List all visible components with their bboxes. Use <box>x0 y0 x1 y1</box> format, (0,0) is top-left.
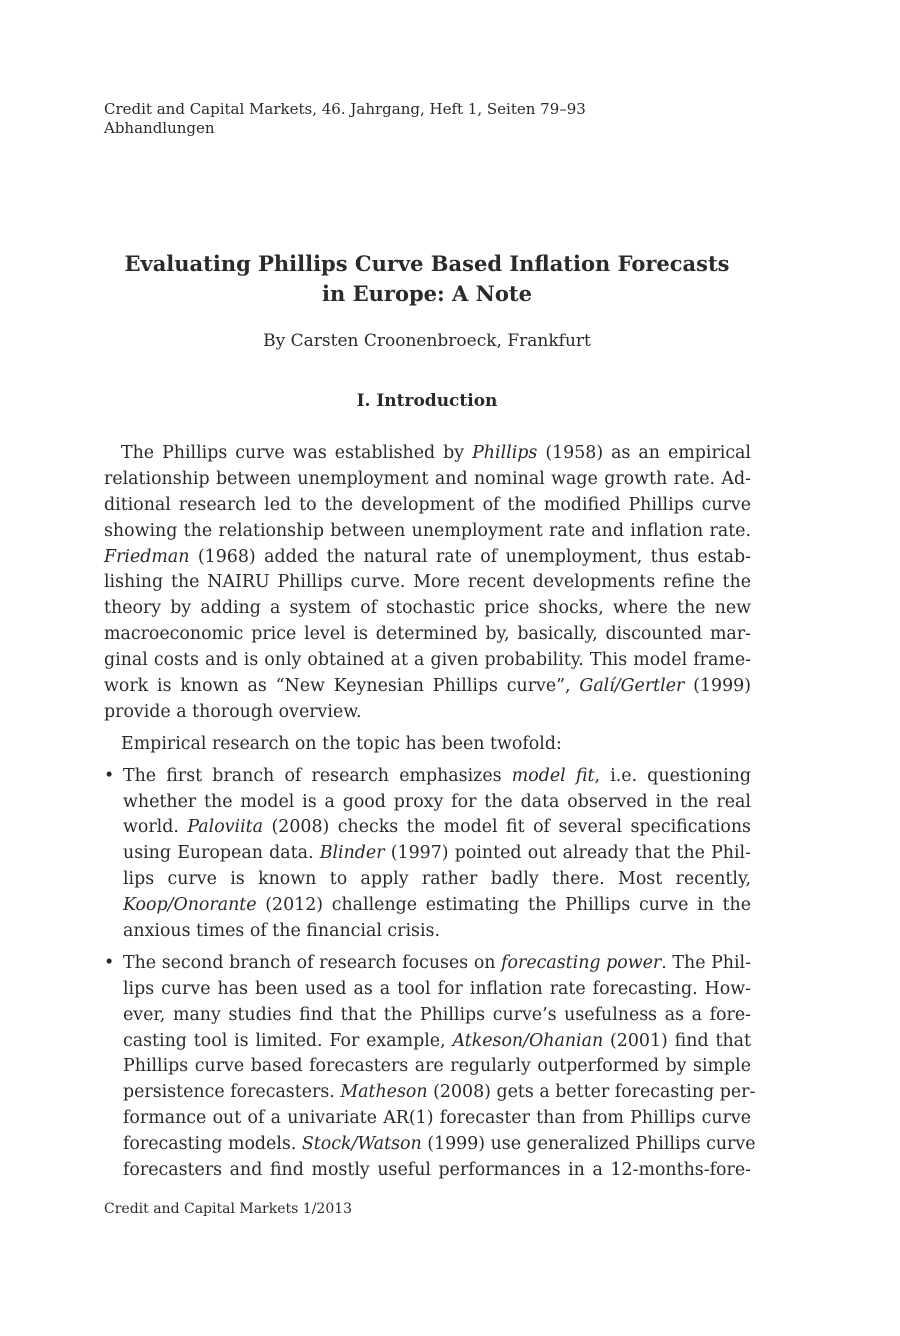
bullet-line: lips curve is known to apply rather badly there. Most recently, <box>123 869 751 890</box>
paragraph-1-line: The Phillips curve was established by Phillips (1958) as an empirical <box>121 443 751 463</box>
bullet-line: lips curve has been used as a tool for inflation rate forecasting. How- <box>123 978 751 999</box>
article-category: Abhandlungen <box>104 119 215 137</box>
section-heading: I. Introduction <box>356 391 498 411</box>
citation: Phillips <box>472 443 538 463</box>
paragraph-1-line: Friedman (1968) added the natural rate of unemployment, thus estab- <box>104 546 751 567</box>
paragraph-1-line: ginal costs and is only obtained at a given probability. This model frame- <box>104 650 751 671</box>
paragraph-1-line: lishing the NAIRU Phillips curve. More recent developments refine the <box>104 572 751 593</box>
citation: Friedman <box>104 546 190 567</box>
citation: Galí/Gertler <box>579 676 685 697</box>
bullet-item-1: • The first branch of research emphasizes model fit, i.e. questioning <box>104 764 751 790</box>
bullet-line: Koop/Onorante (2012) challenge estimating the Phillips curve in the <box>123 895 751 916</box>
paragraph-1-line: ditional research led to the development of the modified Phillips curve <box>104 494 751 515</box>
paragraph-1-line: macroeconomic price level is determined by, basically, discounted mar- <box>104 624 751 645</box>
paragraph-1-line: relationship between unemployment and nominal wage growth rate. Ad- <box>104 468 751 489</box>
bullet-icon: • <box>104 765 115 786</box>
bullet-line: anxious times of the financial crisis. <box>123 921 440 942</box>
citation: Atkeson/Ohanian <box>452 1030 604 1051</box>
paragraph-1-line: theory by adding a system of stochastic price shocks, where the new <box>104 598 751 619</box>
emphasis: forecasting power <box>501 952 662 973</box>
title-line-1: Evaluating Phillips Curve Based Inflation Forecasts <box>124 251 730 276</box>
page-footer: Credit and Capital Markets 1/2013 <box>104 1201 353 1217</box>
journal-citation: Credit and Capital Markets, 46. Jahrgang, Heft 1, Seiten 79–93 <box>104 100 586 118</box>
citation: Koop/Onorante <box>123 895 257 916</box>
paragraph-1-line: provide a thorough overview. <box>104 701 362 722</box>
bullet-line: whether the model is a good proxy for the data observed in the real <box>123 791 751 812</box>
paragraph-1-line: work is known as “New Keynesian Phillips curve”, Galí/Gertler (1999) <box>104 676 751 697</box>
bullet-item-2: • The second branch of research focuses on forecasting power. The Phil- <box>104 951 751 977</box>
running-header <box>104 100 586 138</box>
bullet-line: persistence forecasters. Matheson (2008) gets a better forecasting per- <box>123 1082 756 1103</box>
bullet-line: formance out of a univariate AR(1) forecaster than from Phillips curve <box>123 1108 751 1129</box>
bullet-line: casting tool is limited. For example, Atkeson/Ohanian (2001) find that <box>123 1030 751 1051</box>
paragraph-1-line: showing the relationship between unemployment rate and inflation rate. <box>104 520 751 541</box>
bullet-line: world. Paloviita (2008) checks the model fit of several specifications <box>123 817 751 838</box>
bullet-line: ever, many studies find that the Phillips curve’s usefulness as a fore- <box>123 1004 751 1025</box>
bullet-line: Phillips curve based forecasters are regularly outperformed by simple <box>123 1056 751 1077</box>
article-body <box>104 441 756 1184</box>
citation: Paloviita <box>187 817 263 838</box>
bullet-line: forecasting models. Stock/Watson (1999) use generalized Phillips curve <box>123 1134 756 1155</box>
bullet-icon: • <box>104 952 115 973</box>
bullet-line: using European data. Blinder (1997) pointed out already that the Phil- <box>123 843 751 864</box>
citation: Blinder <box>319 843 385 864</box>
citation: Matheson <box>340 1082 428 1103</box>
article-title <box>104 249 750 309</box>
bullet-line: forecasters and find mostly useful performances in a 12-months-fore- <box>123 1160 751 1181</box>
paragraph-2: Empirical research on the topic has been twofold: <box>121 733 562 754</box>
title-line-2: in Europe: A Note <box>322 281 532 306</box>
citation: Stock/Watson <box>301 1134 422 1155</box>
author-line: By Carsten Croonenbroeck, Frankfurt <box>263 331 591 351</box>
emphasis: model fit <box>511 765 595 786</box>
